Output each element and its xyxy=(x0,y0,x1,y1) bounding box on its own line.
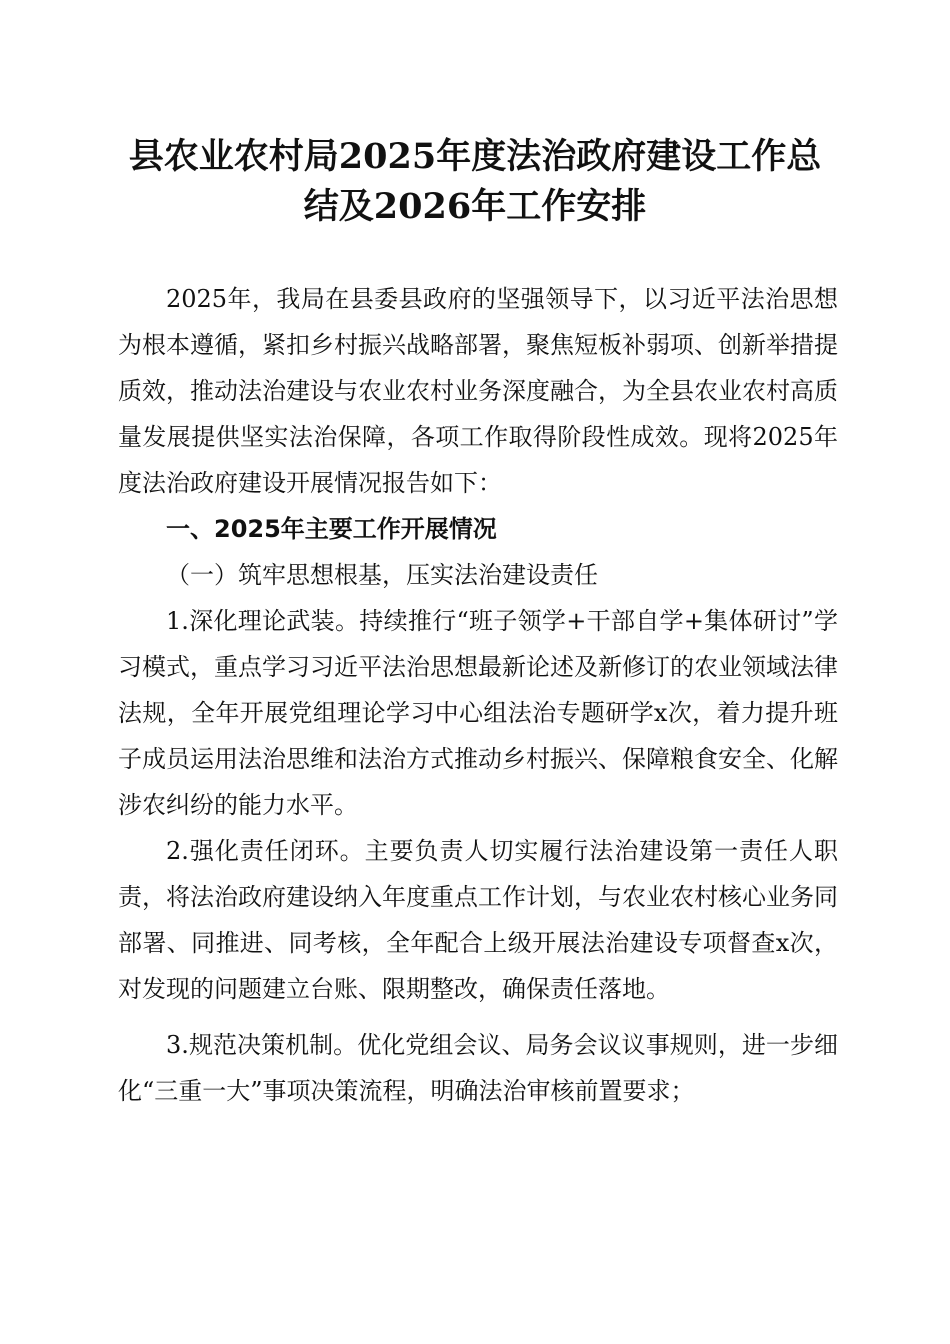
subsection-heading-1: （一）筑牢思想根基，压实法治建设责任 xyxy=(166,561,598,589)
section-heading-1: 一、2025年主要工作开展情况 xyxy=(166,515,497,543)
document-title xyxy=(100,132,850,232)
document-body xyxy=(118,276,838,1114)
title-line-2: 结及2026年工作安排 xyxy=(303,186,647,227)
item-paragraph-1: 1.深化理论武装。持续推行“班子领学+干部自学+集体研讨”学习模式，重点学习习近平法治思想最新论述及新修订的农业领域法律法规，全年开展党组理论学习中心组法治专题研学x次，着力提升班子成员运用法治思维和法治方式推动乡村振兴、保障粮食安全、化解涉农纠纷的能力水平。 xyxy=(118,607,838,819)
item-paragraph-2: 2.强化责任闭环。主要负责人切实履行法治建设第一责任人职责，将法治政府建设纳入年度重点工作计划，与农业农村核心业务同部署、同推进、同考核，全年配合上级开展法治建设专项督查x次，对发现的问题建立台账、限期整改，确保责任落地。 xyxy=(118,837,838,1003)
title-line-1: 县农业农村局2025年度法治政府建设工作总 xyxy=(128,136,822,177)
intro-paragraph: 2025年，我局在县委县政府的坚强领导下，以习近平法治思想为根本遵循，紧扣乡村振兴战略部署，聚焦短板补弱项、创新举措提质效，推动法治建设与农业农村业务深度融合，为全县农业农村高质量发展提供坚实法治保障，各项工作取得阶段性成效。现将2025年度法治政府建设开展情况报告如下： xyxy=(118,285,838,497)
item-paragraph-3: 3.规范决策机制。优化党组会议、局务会议议事规则，进一步细化“三重一大”事项决策流程，明确法治审核前置要求； xyxy=(118,1031,838,1105)
